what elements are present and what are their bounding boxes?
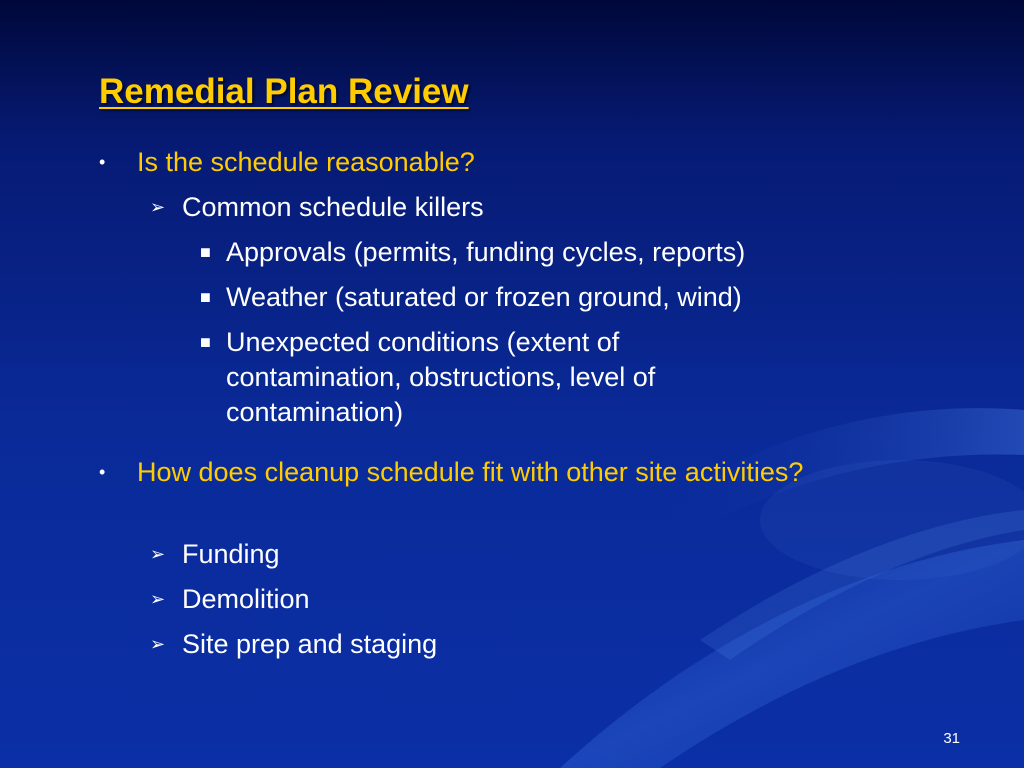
square-bullet-icon: ■ — [200, 332, 211, 352]
bullet-text: Common schedule killers — [182, 192, 484, 222]
bullet-level1-item — [99, 145, 899, 180]
arrowhead-bullet-icon: ➢ — [150, 197, 166, 217]
square-bullet-icon: ■ — [200, 287, 211, 307]
bullet-level1-item — [99, 455, 839, 490]
bullet-level2-item — [150, 582, 890, 617]
arrowhead-bullet-icon: ➢ — [150, 634, 166, 654]
bullet-level2-item — [150, 627, 890, 662]
bullet-text: Unexpected conditions (extent of contamination, obstructions, level of contamination) — [226, 327, 656, 427]
bullet-level2-item — [150, 537, 890, 572]
slide-title: Remedial Plan Review — [99, 72, 469, 111]
square-bullet-icon: ■ — [200, 242, 211, 262]
bullet-text: Is the schedule reasonable? — [137, 147, 475, 177]
bullet-text: Demolition — [182, 584, 310, 614]
bullet-text: Funding — [182, 539, 280, 569]
bullet-level2-item — [150, 190, 890, 225]
bullet-level3-item — [200, 280, 900, 315]
bullet-text: Site prep and staging — [182, 629, 438, 659]
bullet-text: How does cleanup schedule fit with other site activities? — [137, 457, 804, 487]
bullet-level3-item — [200, 235, 900, 270]
arrowhead-bullet-icon: ➢ — [150, 544, 166, 564]
slide-page-number: 31 — [943, 730, 960, 747]
bullet-text: Approvals (permits, funding cycles, reports) — [226, 237, 746, 267]
bullet-text: Weather (saturated or frozen ground, wind) — [226, 282, 742, 312]
arrowhead-bullet-icon: ➢ — [150, 589, 166, 609]
round-bullet-icon: • — [99, 462, 106, 482]
round-bullet-icon: • — [99, 152, 106, 172]
bullet-level3-item — [200, 325, 760, 430]
